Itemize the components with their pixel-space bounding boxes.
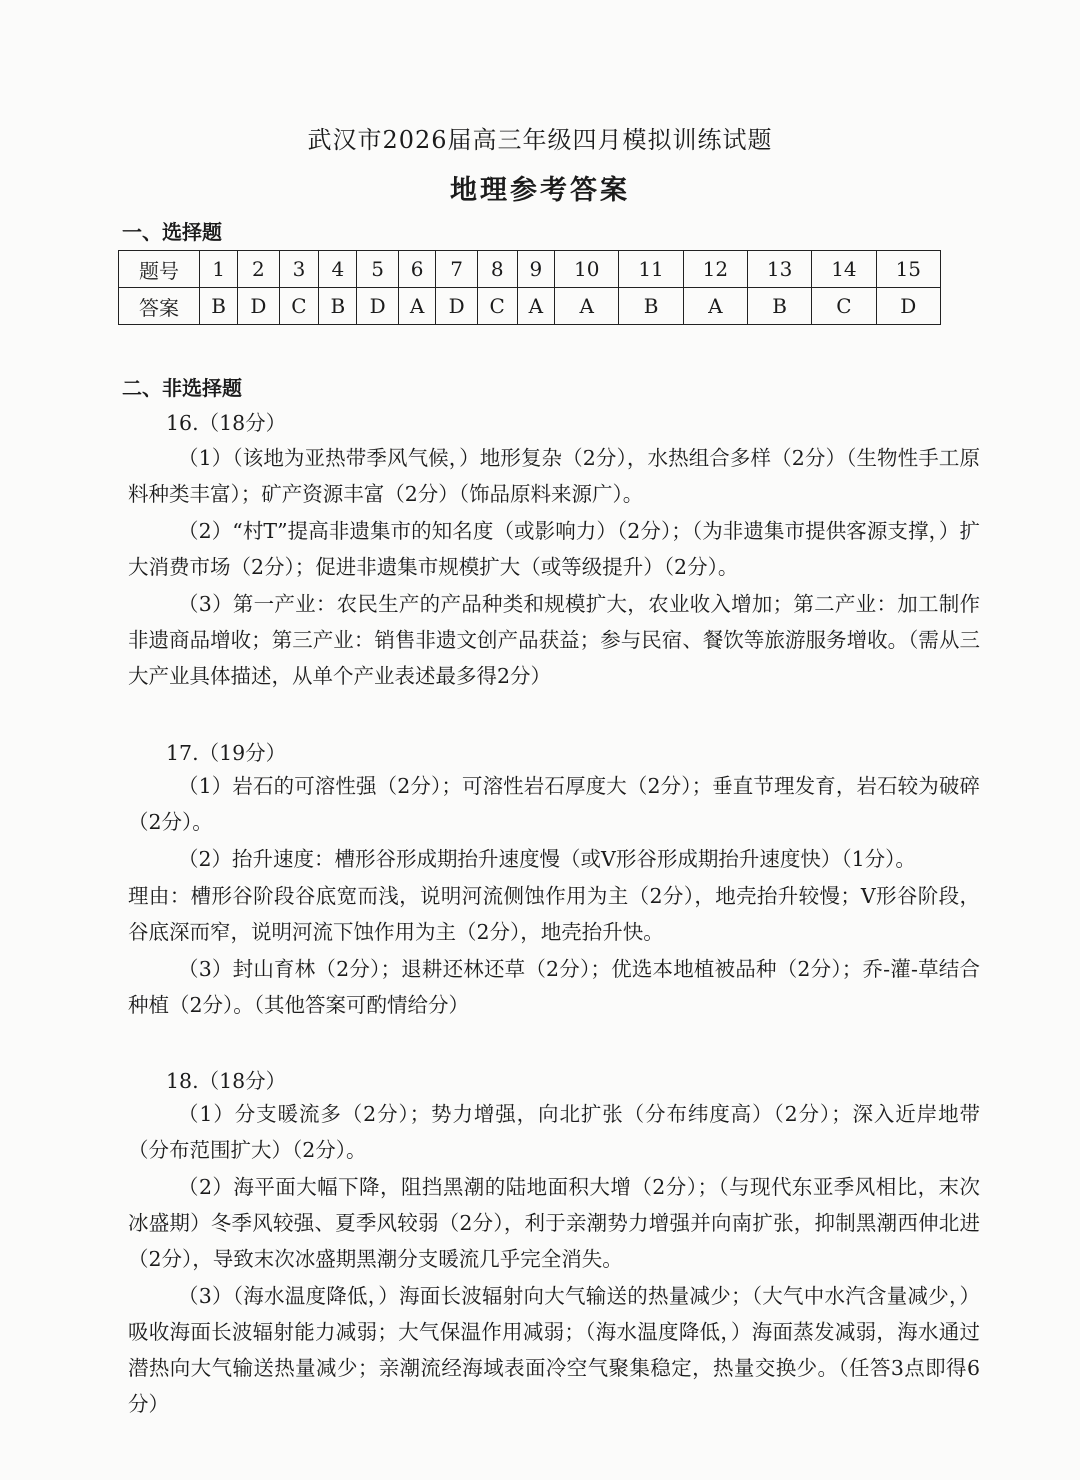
question-number: 5: [357, 251, 398, 288]
answer-row: [119, 288, 941, 325]
answer-paragraph: （3）（海水温度降低，）海面长波辐射向大气输送的热量减少；（大气中水汽含量减少，）吸收海面长波辐射能力减弱；大气保温作用减弱；（海水温度降低，）海面蒸发减弱，海水通过潜热向大气输送热量减少；亲潮流经海域表面冷空气聚集稳定，热量交换少。（任答3点即得6分）: [128, 1284, 980, 1416]
answer-paragraph: （1）（该地为亚热带季风气候，）地形复杂（2分），水热组合多样（2分）（生物性手工原料种类丰富）；矿产资源丰富（2分）（饰品原料来源广）。: [128, 446, 980, 506]
answer-cell: D: [357, 288, 398, 325]
answer-cell: B: [200, 288, 238, 325]
exam-title: 武汉市2026届高三年级四月模拟训练试题: [307, 126, 773, 154]
question-number: 6: [398, 251, 436, 288]
question-number: 8: [477, 251, 517, 288]
answer-cell: C: [812, 288, 876, 325]
question-number: 4: [319, 251, 357, 288]
answer-paragraph: （2）海平面大幅下降，阻挡黑潮的陆地面积大增（2分）；（与现代东亚季风相比，末次冰盛期）冬季风较强、夏季风较弱（2分），利于亲潮势力增强并向南扩张，抑制黑潮西伸北进（2分），导致末次冰盛期黑潮分支暖流几乎完全消失。: [128, 1175, 980, 1271]
question-number: 2: [238, 251, 279, 288]
question-17-answers: [128, 768, 980, 1024]
answer-cell: D: [876, 288, 940, 325]
section-multiple-choice-heading: 一、选择题: [122, 220, 222, 244]
question-16-answers: [128, 440, 980, 695]
answer-cell: A: [398, 288, 436, 325]
question-number: 12: [683, 251, 747, 288]
question-18-heading: 18.（18分）: [166, 1069, 287, 1093]
answer-paragraph: （3）第一产业：农民生产的产品种类和规模扩大，农业收入增加；第二产业：加工制作非遗商品增收；第三产业：销售非遗文创产品获益；参与民宿、餐饮等旅游服务增收。（需从三大产业具体描述，从单个产业表述最多得2分）: [128, 592, 980, 688]
answer-paragraph: （2）“村T”提高非遗集市的知名度（或影响力）（2分）；（为非遗集市提供客源支撑，）扩大消费市场（2分）；促进非遗集市规模扩大（或等级提升）（2分）。: [128, 519, 980, 579]
answer-paragraph: （1）分支暖流多（2分）；势力增强，向北扩张（分布纬度高）（2分）；深入近岸地带（分布范围扩大）（2分）。: [128, 1102, 980, 1162]
question-number: 11: [619, 251, 683, 288]
answer-cell: B: [619, 288, 683, 325]
question-number: 13: [747, 251, 811, 288]
answer-key-title: 地理参考答案: [450, 175, 630, 206]
question-number-row: [119, 251, 941, 288]
answer-cell: D: [238, 288, 279, 325]
question-17-heading: 17.（19分）: [166, 741, 287, 765]
choice-answer-table: [118, 250, 941, 325]
question-number: 3: [279, 251, 319, 288]
answer-paragraph: （1）岩石的可溶性强（2分）；可溶性岩石厚度大（2分）；垂直节理发育，岩石较为破碎（2分）。: [128, 774, 980, 834]
row-label-answers: 答案: [119, 288, 200, 325]
question-16-heading: 16.（18分）: [166, 411, 287, 435]
answer-cell: D: [436, 288, 477, 325]
answer-cell: A: [683, 288, 747, 325]
question-18-answers: [128, 1096, 980, 1423]
question-number: 15: [876, 251, 940, 288]
answer-cell: B: [747, 288, 811, 325]
answer-cell: C: [477, 288, 517, 325]
answer-paragraph: 理由：槽形谷阶段谷底宽而浅，说明河流侧蚀作用为主（2分），地壳抬升较慢；V形谷阶段，谷底深而窄，说明河流下蚀作用为主（2分），地壳抬升快。: [128, 884, 980, 944]
answer-paragraph: （2）抬升速度：槽形谷形成期抬升速度慢（或V形谷形成期抬升速度快）（1分）。: [178, 847, 916, 871]
answer-cell: B: [319, 288, 357, 325]
question-number: 10: [555, 251, 619, 288]
question-number: 1: [200, 251, 238, 288]
section-open-questions-heading: 二、非选择题: [122, 376, 242, 400]
question-number: 7: [436, 251, 477, 288]
answer-cell: A: [517, 288, 555, 325]
answer-cell: A: [555, 288, 619, 325]
question-number: 9: [517, 251, 555, 288]
row-label-numbers: 题号: [119, 251, 200, 288]
answer-paragraph: （3）封山育林（2分）；退耕还林还草（2分）；优选本地植被品种（2分）；乔-灌-草结合种植（2分）。（其他答案可酌情给分）: [128, 957, 980, 1017]
question-number: 14: [812, 251, 876, 288]
answer-cell: C: [279, 288, 319, 325]
